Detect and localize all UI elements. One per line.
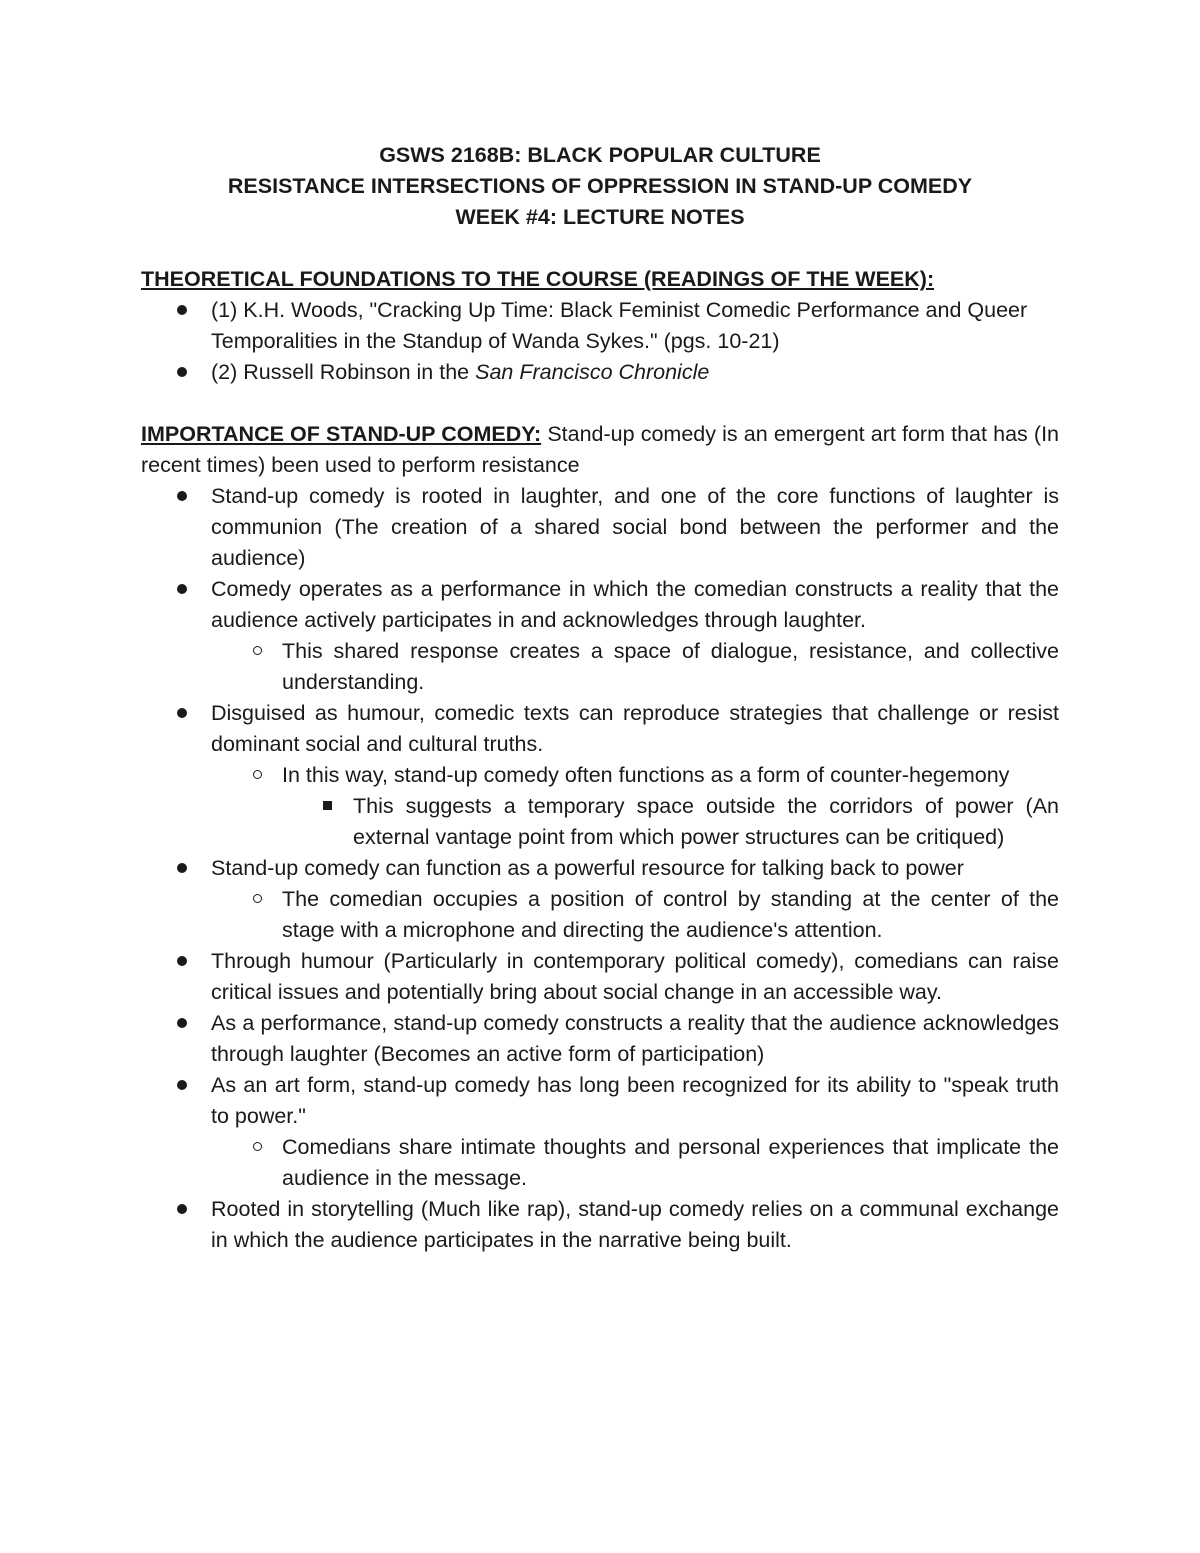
list-item (141, 698, 1059, 760)
bullet-text: As an art form, stand-up comedy has long been recognized for its ability to "speak truth to power." (211, 1073, 1059, 1128)
list-item (141, 481, 1059, 574)
foundations-heading: THEORETICAL FOUNDATIONS TO THE COURSE (READINGS OF THE WEEK): (141, 267, 935, 291)
bullet-dot-icon (172, 295, 192, 326)
bullet-text: Disguised as humour, comedic texts can reproduce strategies that challenge or resist dominant social and cultural truths. (211, 701, 1059, 756)
list-item (141, 1008, 1059, 1070)
bullet-text: In this way, stand-up comedy often functions as a form of counter-hegemony (282, 763, 1010, 787)
spacer (141, 388, 1059, 419)
list-item (141, 853, 1059, 884)
readings-list (141, 295, 1059, 388)
list-item (141, 884, 1059, 946)
bullet-circle-icon (247, 1132, 267, 1163)
list-item (141, 1070, 1059, 1132)
reading-1: (1) K.H. Woods, "Cracking Up Time: Black Feminist Comedic Performance and Queer Temporalities in the Standup of Wanda Sykes." (pgs. 10-21) (211, 298, 1028, 353)
bullet-text: The comedian occupies a position of control by standing at the center of the stage with a microphone and directing the audience's attention. (282, 887, 1059, 942)
bullet-text: As a performance, stand-up comedy constructs a reality that the audience acknowledges through laughter (Becomes an active form of participation) (211, 1011, 1059, 1066)
bullet-dot-icon (172, 481, 192, 512)
list-item (141, 636, 1059, 698)
bullet-circle-icon (247, 636, 267, 667)
reading-2-source: San Francisco Chronicle (475, 360, 710, 384)
importance-heading: IMPORTANCE OF STAND-UP COMEDY: (141, 422, 542, 446)
reading-2 (211, 357, 1059, 388)
bullet-dot-icon (172, 1008, 192, 1039)
reading-2-prefix: (2) Russell Robinson in the (211, 360, 476, 384)
bullet-text: Rooted in storytelling (Much like rap), stand-up comedy relies on a communal exchange in which the audience participates in the narrative being built. (211, 1197, 1059, 1252)
spacer (141, 233, 1059, 264)
list-item (141, 1194, 1059, 1256)
bullet-text: Comedy operates as a performance in which the comedian constructs a reality that the audience actively participates in and acknowledges through laughter. (211, 577, 1059, 632)
document-page (141, 140, 1059, 1256)
bullet-square-icon (317, 791, 337, 822)
bullet-dot-icon (172, 357, 192, 388)
bullet-dot-icon (172, 698, 192, 729)
bullet-dot-icon (172, 574, 192, 605)
bullet-text: Stand-up comedy is rooted in laughter, and one of the core functions of laughter is communion (The creation of a shared social bond between the performer and the audience) (211, 484, 1059, 570)
list-item (141, 295, 1059, 357)
bullet-text: Comedians share intimate thoughts and personal experiences that implicate the audience in the message. (282, 1135, 1059, 1190)
course-title: GSWS 2168B: BLACK POPULAR CULTURE (379, 143, 821, 167)
bullet-text: Stand-up comedy can function as a powerful resource for talking back to power (211, 856, 964, 880)
bullet-circle-icon (247, 760, 267, 791)
importance-paragraph (141, 419, 1059, 481)
list-item (141, 357, 1059, 388)
bullet-text: This suggests a temporary space outside the corridors of power (An external vantage point from which power structures can be critiqued) (353, 794, 1059, 849)
list-item (141, 760, 1059, 791)
bullet-dot-icon (172, 1194, 192, 1225)
importance-intro: Stand-up comedy is an emergent art form that has (In recent times) been used to perform resistance (141, 422, 1059, 477)
bullet-dot-icon (172, 1070, 192, 1101)
list-item (141, 1132, 1059, 1194)
bullet-dot-icon (172, 853, 192, 884)
bullet-circle-icon (247, 884, 267, 915)
week-label: WEEK #4: LECTURE NOTES (455, 205, 745, 229)
bullet-dot-icon (172, 946, 192, 977)
list-item (141, 791, 1059, 853)
bullet-text: This shared response creates a space of dialogue, resistance, and collective understanding. (282, 639, 1059, 694)
list-item (141, 574, 1059, 636)
lecture-topic: RESISTANCE INTERSECTIONS OF OPPRESSION IN STAND-UP COMEDY (227, 174, 973, 198)
list-item (141, 946, 1059, 1008)
importance-list (141, 481, 1059, 1256)
bullet-text: Through humour (Particularly in contemporary political comedy), comedians can raise critical issues and potentially bring about social change in an accessible way. (211, 949, 1059, 1004)
